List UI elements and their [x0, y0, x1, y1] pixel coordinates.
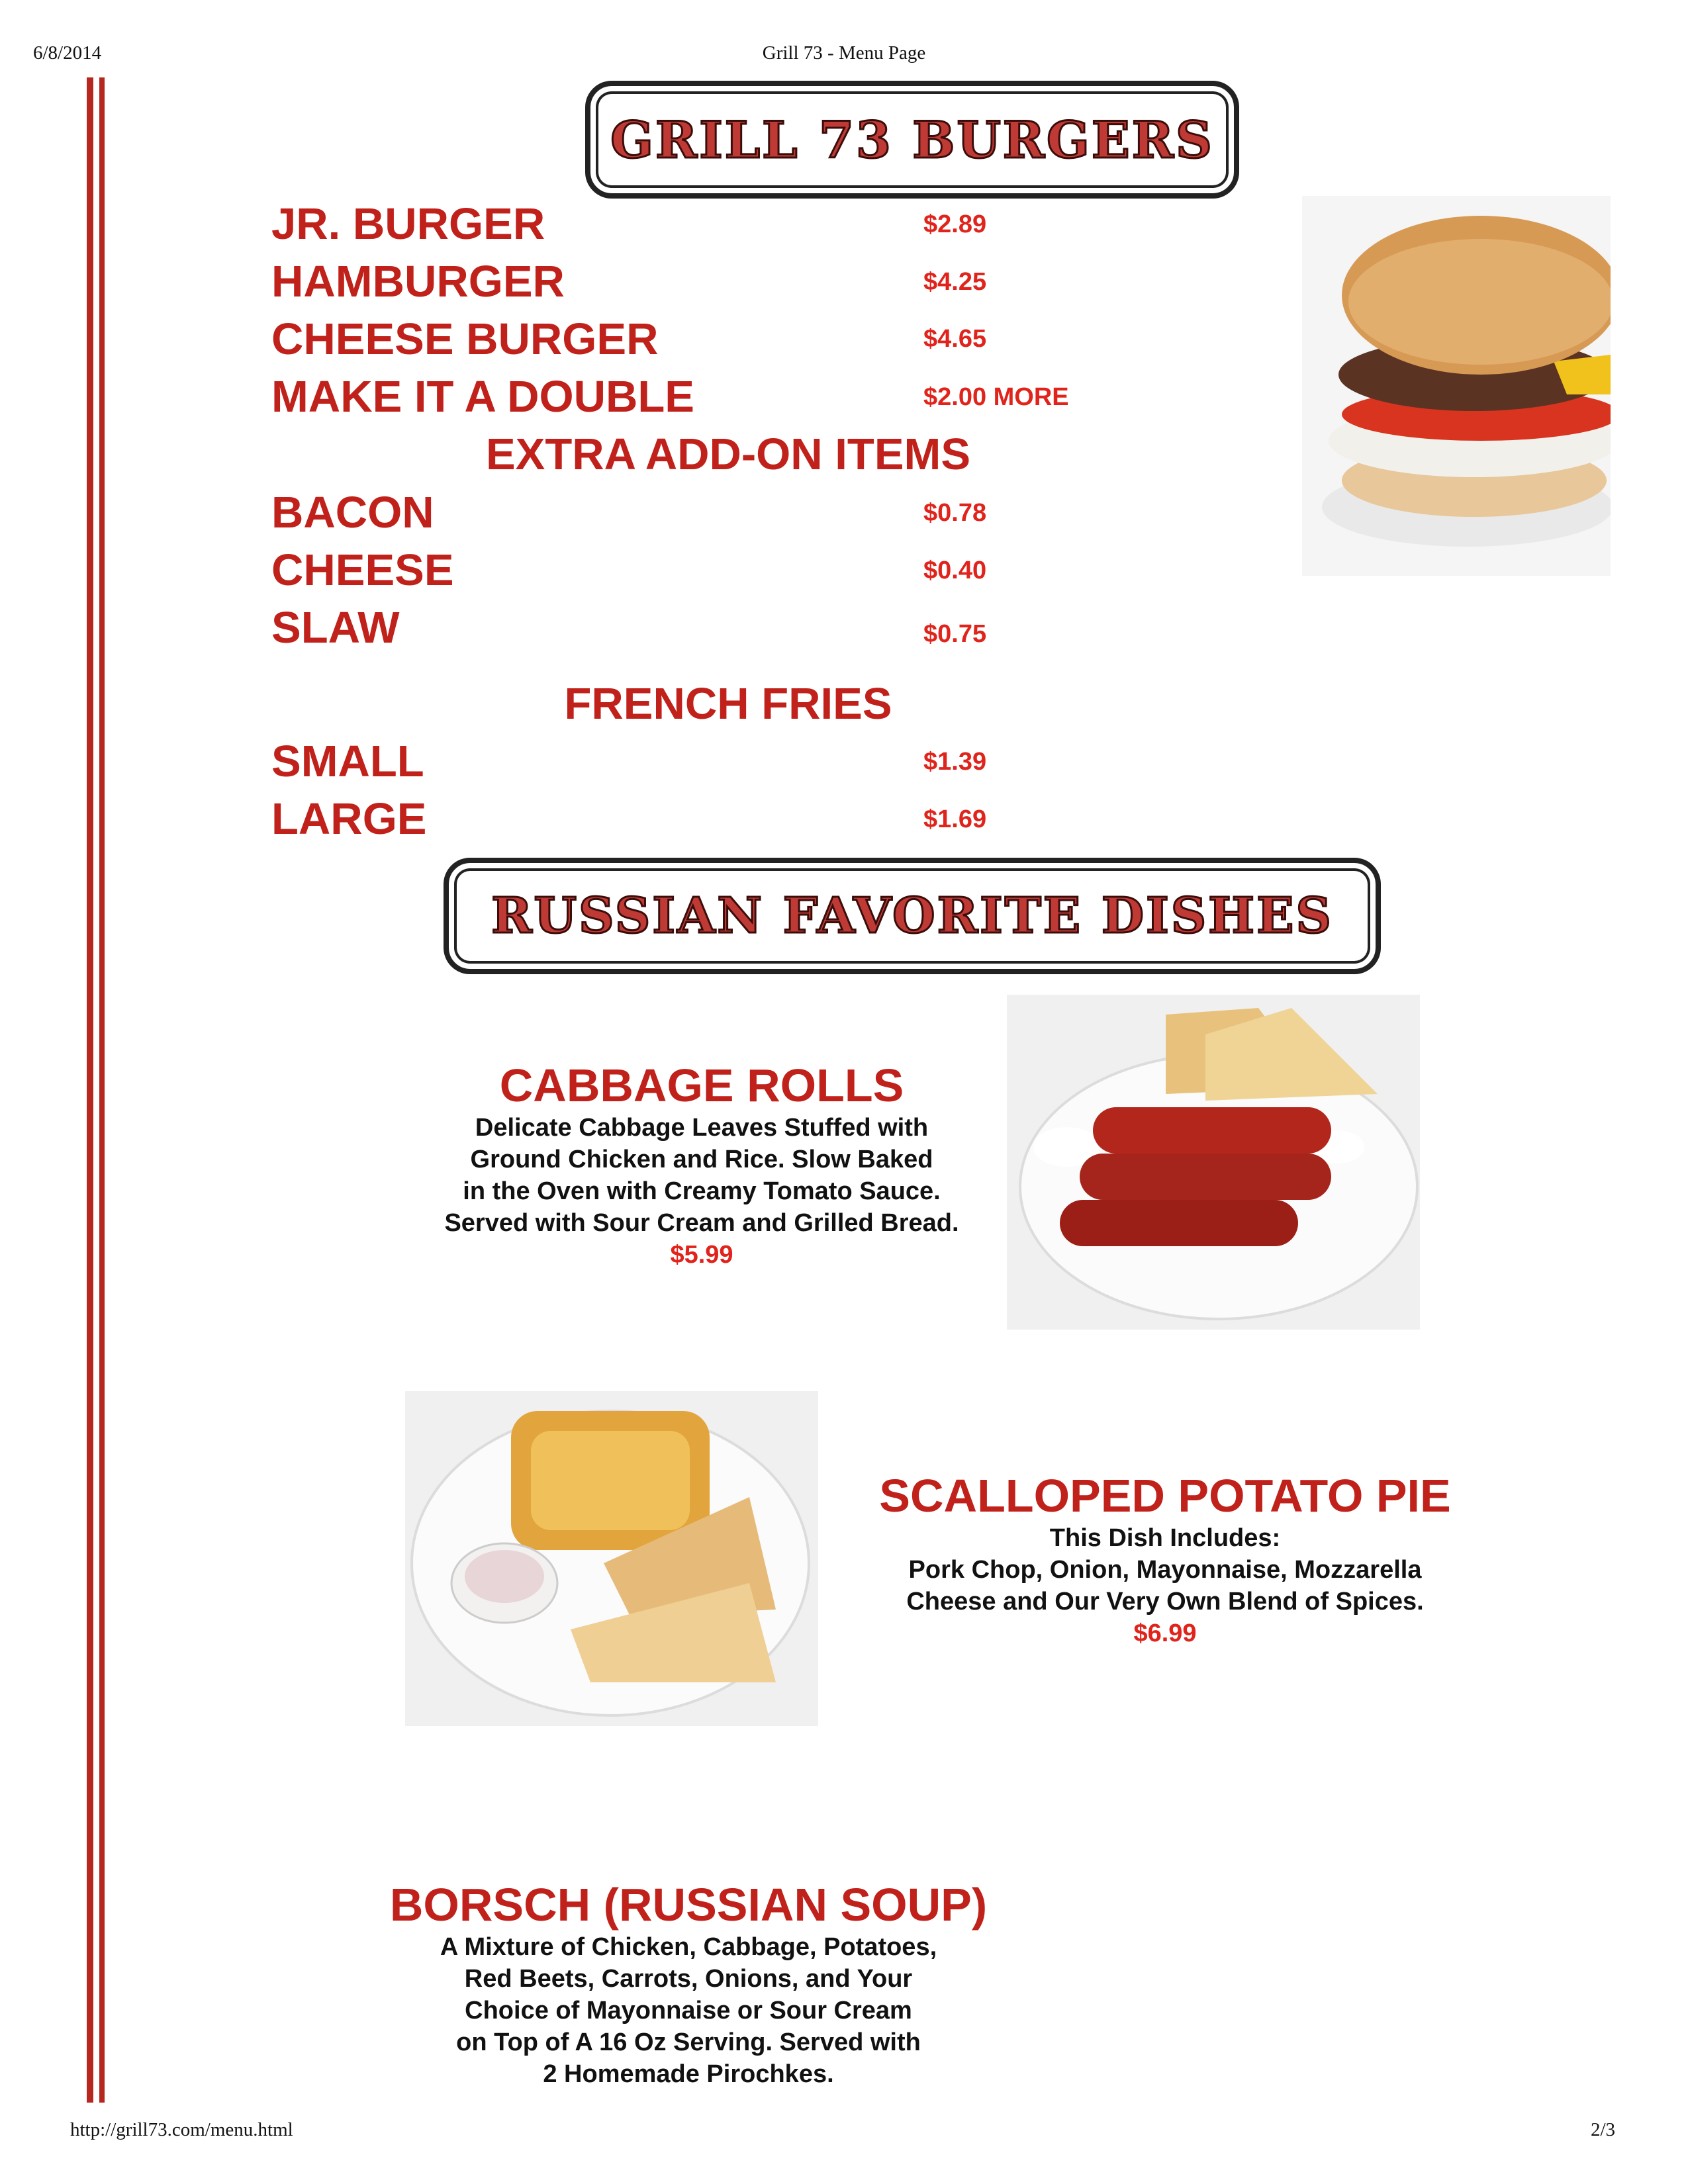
burger-image — [1302, 196, 1611, 576]
dish-price: $6.99 — [1133, 1619, 1197, 1647]
dish-desc-line: Red Beets, Carrots, Onions, and Your — [464, 1965, 913, 1993]
menu-item-price: $4.65 — [923, 325, 987, 353]
fries-heading: FRENCH FRIES — [564, 679, 892, 729]
left-stripe-outer — [87, 77, 93, 2103]
menu-item-name: HAMBURGER — [271, 257, 565, 306]
menu-item-name: BACON — [271, 488, 434, 537]
print-title: Grill 73 - Menu Page — [762, 42, 926, 64]
dish-desc-line: This Dish Includes: — [1049, 1524, 1281, 1552]
menu-item-price: $4.25 — [923, 268, 987, 296]
menu-item-price: $0.40 — [923, 557, 987, 584]
menu-item-name: SMALL — [271, 737, 424, 786]
print-url: http://grill73.com/menu.html — [70, 2119, 293, 2140]
cabbage-rolls-photo — [1007, 995, 1420, 1330]
menu-item-price: $2.00 MORE — [923, 383, 1069, 411]
dish-scalloped-potato-pie — [814, 1469, 1516, 1649]
dish-cabbage-rolls — [404, 1059, 1000, 1271]
burgers-banner-text: GRILL 73 BURGERS — [610, 110, 1214, 169]
dish-desc-line: Delicate Cabbage Leaves Stuffed with — [475, 1114, 929, 1142]
print-date: 6/8/2014 — [33, 42, 102, 64]
print-page-number: 2/3 — [1590, 2119, 1615, 2140]
dish-desc-line: Cheese and Our Very Own Blend of Spices. — [906, 1588, 1424, 1615]
addons-heading: EXTRA ADD-ON ITEMS — [485, 430, 971, 479]
menu-item-price: $0.78 — [923, 499, 987, 527]
cabbage-rolls-image — [1007, 995, 1420, 1330]
dish-desc-line: Ground Chicken and Rice. Slow Baked — [470, 1146, 933, 1173]
menu-item-name: SLAW — [271, 603, 400, 653]
dish-desc-line: Choice of Mayonnaise or Sour Cream — [465, 1997, 912, 2025]
menu-item-name: MAKE IT A DOUBLE — [271, 372, 694, 422]
menu-item-name: CHEESE BURGER — [271, 314, 659, 364]
burger-photo — [1302, 196, 1611, 576]
menu-item-name: JR. BURGER — [271, 199, 545, 249]
left-stripe-inner — [99, 77, 105, 2103]
menu-item-name: LARGE — [271, 794, 427, 844]
dish-desc-line: A Mixture of Chicken, Cabbage, Potatoes, — [440, 1933, 937, 1961]
potato-pie-photo — [405, 1391, 818, 1726]
dish-title: BORSCH (RUSSIAN SOUP) — [389, 1879, 988, 1931]
menu-item-price: $0.75 — [923, 620, 987, 648]
menu-item-price: $1.39 — [923, 748, 987, 776]
dish-title: CABBAGE ROLLS — [499, 1060, 904, 1111]
dish-price: $5.99 — [670, 1241, 733, 1269]
menu-item-price: $1.69 — [923, 805, 987, 833]
russian-banner-text: RUSSIAN FAVORITE DISHES — [491, 887, 1333, 944]
menu-item-price: $2.89 — [923, 210, 987, 238]
burgers-banner — [585, 81, 1239, 199]
dish-desc-line: Served with Sour Cream and Grilled Bread. — [444, 1209, 959, 1237]
dish-desc-line: on Top of A 16 Oz Serving. Served with — [456, 2028, 921, 2056]
dish-desc-line: Pork Chop, Onion, Mayonnaise, Mozzarella — [908, 1556, 1422, 1584]
menu-item-name: CHEESE — [271, 545, 454, 595]
dish-desc-line: in the Oven with Creamy Tomato Sauce. — [463, 1177, 941, 1205]
dish-borsch — [357, 1878, 1019, 2090]
potato-pie-image — [405, 1391, 818, 1726]
dish-desc-line: 2 Homemade Pirochkes. — [543, 2060, 834, 2088]
dish-title: SCALLOPED POTATO PIE — [879, 1470, 1451, 1522]
russian-banner — [444, 858, 1381, 974]
